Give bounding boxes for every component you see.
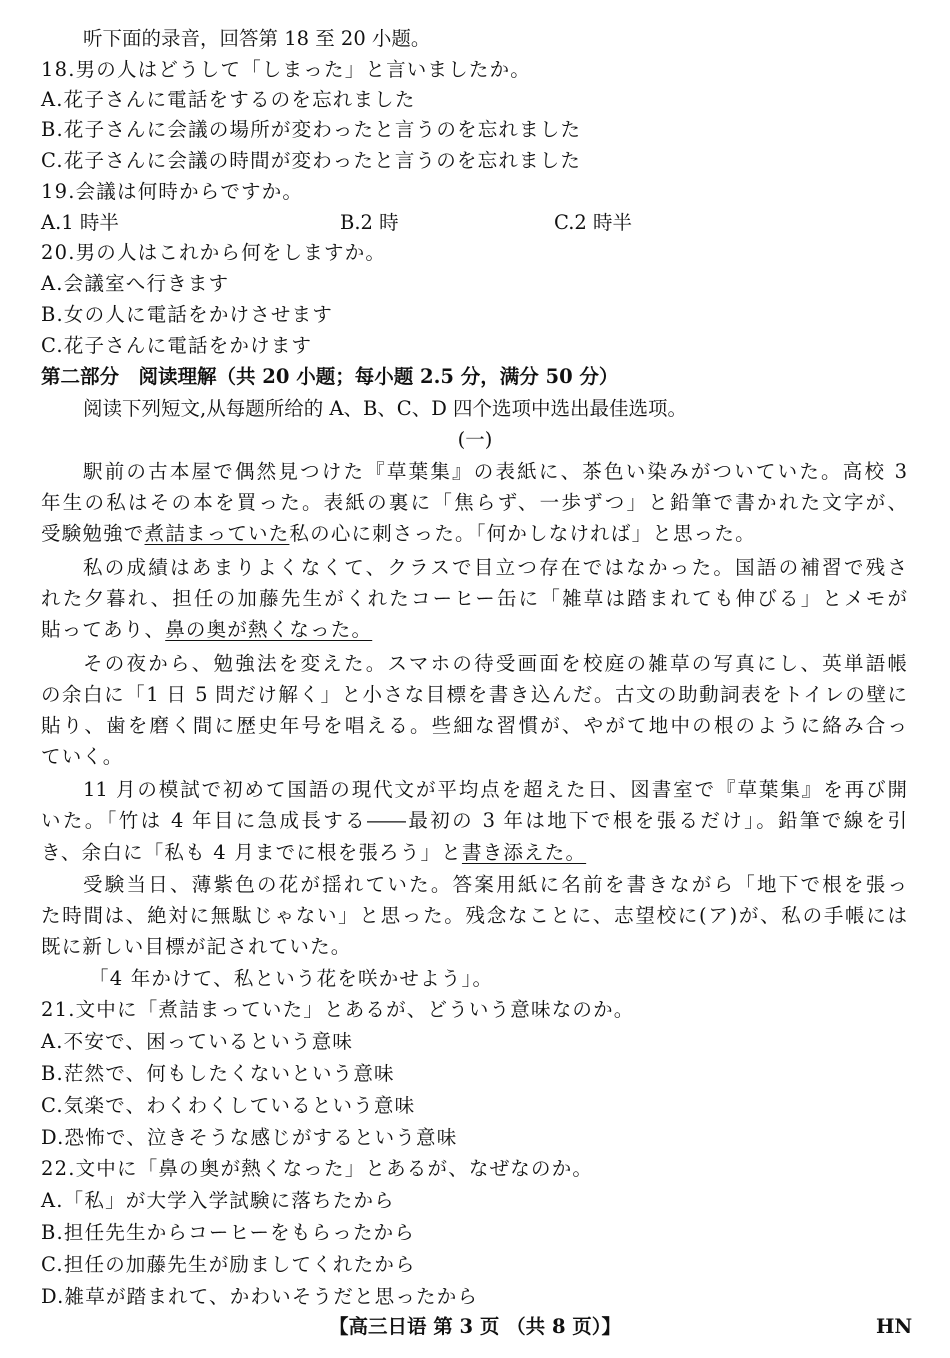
reading-section-title: 第二部分 阅读理解（共 20 小题；每小题 2.5 分，满分 50 分）: [41, 365, 619, 388]
q22-option-c: C.担任の加藤先生が励ましてくれたから: [41, 1253, 416, 1276]
p4-line3-pre: き、余白に「私も 4 月までに根を張ろう」と: [41, 841, 462, 864]
q18-question: 18.男の人はどうして「しまった」と言いましたか。: [41, 58, 532, 81]
p1-line1-text: 駅前の古本屋で偶然見つけた『草葉集』の表紙に、茶色い染みがついていた。高校 3: [83, 460, 907, 483]
passage-p1-line1: [83, 460, 907, 484]
reading-instruction: 阅读下列短文,从每题所给的 A、B、C、D 四个选项中选出最佳选项。: [83, 397, 688, 420]
q21-option-c: C.気楽で、わくわくしているという意味: [41, 1094, 416, 1117]
p2-line3-pre: 貼ってあり、: [41, 618, 166, 641]
q22-question: 22.文中に「鼻の奥が熱くなった」とあるが、なぜなのか。: [41, 1157, 594, 1180]
passage-p5-line1: 受験当日、薄紫色の花が揺れていた。答案用紙に名前を書きながら「地下で根を張っ: [83, 873, 907, 896]
passage-p4-line1: 11 月の模試で初めて国語の現代文が平均点を超えた日、図書室で『草葉集』を再び開: [83, 778, 907, 801]
underlined-hana-no-oku: 鼻の奥が熱くなった。: [165, 618, 373, 641]
q19-option-a: A.1 時半: [41, 211, 119, 234]
q19-question: 19.会議は何時からですか。: [41, 180, 304, 203]
q19-options: [41, 211, 907, 235]
q18-option-c: C.花子さんに会議の時間が変わったと言うのを忘れました: [41, 149, 582, 172]
q22-option-d: D.雑草が踏まれて、かわいそうだと思ったから: [41, 1285, 479, 1308]
q20-option-a: A.会議室へ行きます: [41, 272, 230, 295]
q19-option-c: C.2 時半: [554, 211, 633, 234]
q20-question: 20.男の人はこれから何をしますか。: [41, 241, 387, 264]
passage-p2-line2: れた夕暮れ、担任の加藤先生がくれたコーヒー缶に「雑草は踏まれても伸びる」とメモが: [41, 587, 908, 610]
p1-line3-post: 私の心に刺さった。「何かしなければ」と思った。: [289, 522, 756, 545]
q21-option-d: D.恐怖で、泣きそうな感じがするという意味: [41, 1126, 458, 1149]
underlined-nitsumatte: 煮詰まっていた: [144, 522, 290, 545]
passage-p2-line3: [41, 618, 372, 642]
q18-option-a: A.花子さんに電話をするのを忘れました: [41, 88, 416, 111]
q18-option-b: B.花子さんに会議の場所が変わったと言うのを忘れました: [41, 118, 582, 141]
region-code: HN: [876, 1315, 913, 1338]
q21-option-a: A.不安で、困っているという意味: [41, 1030, 354, 1053]
passage-number: (一): [457, 428, 493, 451]
q22-option-a: A.「私」が大学入学試験に落ちたから: [41, 1189, 395, 1212]
passage-p1-line3: [41, 522, 756, 546]
passage-p1-line2: 年生の私はその本を買った。表紙の裏に「焦らず、一歩ずつ」と鉛筆で書かれた文字が、: [41, 491, 907, 514]
passage-p3-line2: の余白に「1 日 5 問だけ解く」と小さな目標を書き込んだ。古文の助動詞表をトイレの壁に: [41, 683, 907, 706]
passage-p4-line2: いた。「竹は 4 年目に急成長する――最初の 3 年は地下で根を張るだけ」。鉛筆で線を引: [41, 809, 907, 832]
passage-p3-line4: ていく。: [41, 745, 124, 768]
q20-option-b: B.女の人に電話をかけさせます: [41, 303, 334, 326]
passage-p5-line3: 既に新しい目標が記されていた。: [41, 935, 352, 958]
underlined-kakisoeta: 書き添えた。: [461, 841, 587, 864]
q22-option-b: B.担任先生からコーヒーをもらったから: [41, 1221, 416, 1244]
page-footer: 【高三日语 第 3 页 （共 8 页）】: [328, 1315, 622, 1338]
passage-p2-line1: 私の成績はあまりよくなくて、クラスで目立つ存在ではなかった。国語の補習で残さ: [83, 556, 907, 579]
q20-option-c: C.花子さんに電話をかけます: [41, 334, 313, 357]
passage-p5-line2: た時間は、絶対に無駄じゃない」と思った。残念なことに、志望校に(ア)が、私の手帳には: [41, 904, 907, 927]
passage-quote: 「4 年かけて、私という花を咲かせよう」。: [89, 967, 494, 990]
passage-p4-line3: [41, 841, 586, 865]
q21-option-b: B.茫然で、何もしたくないという意味: [41, 1062, 395, 1085]
passage-p3-line1: その夜から、勉強法を変えた。スマホの待受画面を校庭の雑草の写真にし、英単語帳: [83, 652, 907, 675]
listening-intro: 听下面的录音，回答第 18 至 20 小题。: [83, 27, 431, 50]
passage-p3-line3: 貼り、歯を磨く間に歴史年号を唱える。些細な習慣が、やがて地中の根のように絡み合っ: [41, 714, 907, 737]
q19-option-b: B.2 時: [340, 211, 399, 234]
q21-question: 21.文中に「煮詰まっていた」とあるが、どういう意味なのか。: [41, 998, 635, 1021]
p1-line3-pre: 受験勉強で: [41, 522, 145, 545]
